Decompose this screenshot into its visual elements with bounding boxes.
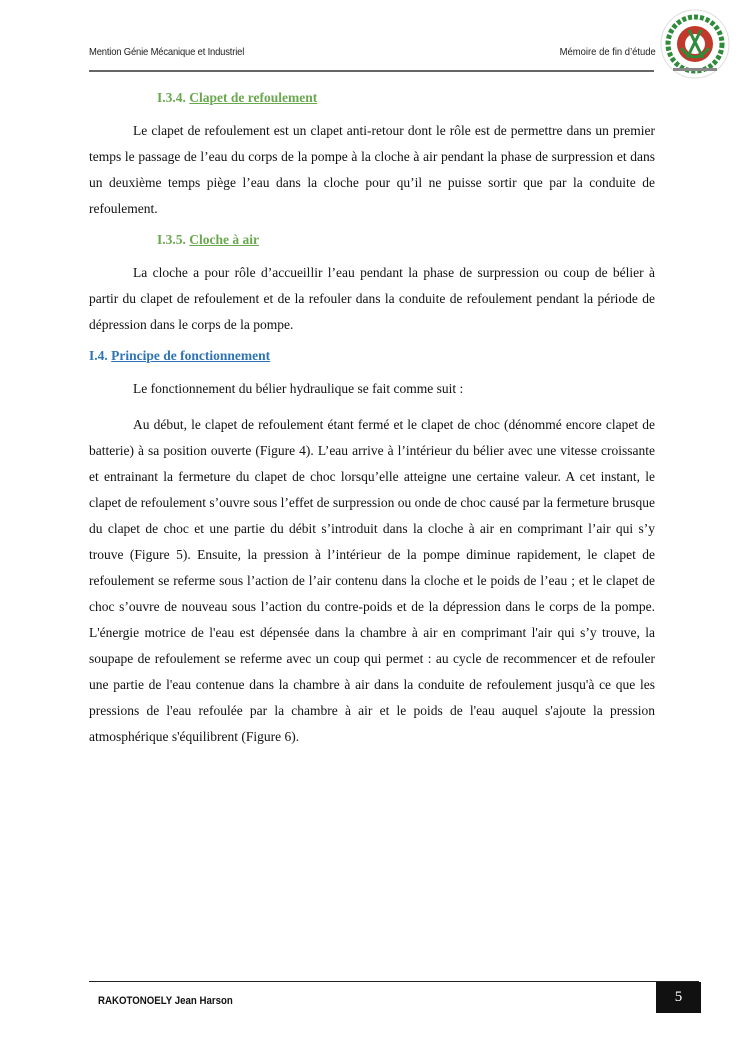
school-logo	[659, 8, 731, 80]
section-title: Principe de fonctionnement	[111, 348, 271, 363]
section-title: Clapet de refoulement	[189, 90, 318, 105]
header-right-text: Mémoire de fin d’étude	[559, 46, 656, 58]
section-heading-cloche	[157, 232, 655, 248]
section-title: Cloche à air	[189, 232, 260, 247]
page-content	[89, 84, 655, 760]
header-left-text: Mention Génie Mécanique et Industriel	[89, 46, 245, 58]
paragraph: Le fonctionnement du bélier hydraulique se fait comme suit :	[133, 381, 464, 396]
footer-rule	[89, 981, 699, 982]
section-heading-principe	[89, 348, 655, 364]
page-number: 5	[656, 982, 701, 1013]
paragraph: Le clapet de refoulement est un clapet anti-retour dont le rôle est de permettre dans un premier temps le passage de l’eau du corps de la pompe à la cloche à air pendant la phase de surpression et dans un deuxième temps piège l’eau dans la cloche pour qu’il ne puisse sortir que par la conduite de refoulement.	[89, 123, 655, 216]
paragraph: Au début, le clapet de refoulement étant fermé et le clapet de choc (dénommé encore clapet de batterie) à sa position ouverte (Figure 4). L’eau arrive à l’intérieur du bélier avec une vitesse croissante et entrainant la fermeture du clapet de choc lorsqu’elle atteigne une certaine valeur. A cet instant, le clapet de refoulement s’ouvre sous l’effet de surpression ou onde de choc causé par la fermeture brusque du clapet de choc et une partie du débit s’introduit dans la cloche à air en comprimant l’air qui s’y trouve (Figure 5). Ensuite, la pression à l’intérieur de la pompe diminue rapidement, le clapet de refoulement se referme sous l’action de l’air contenu dans la cloche et le poids de l’eau ; et le clapet de choc s’ouvre de nouveau sous l’action du contre-poids et de la dépression dans le corps de la pompe. L'énergie motrice de l'eau est dépensée dans la chambre à air en comprimant l'air qui s’y trouve, la soupape de refoulement se referme avec un coup qui permet : au cycle de recommencer et de refouler une partie de l'eau contenue dans la chambre à air dans la conduite de refoulement jusqu'à ce que les pressions de l'eau refoulée par la chambre à air et le poids de l'eau auquel s'ajoute la pression atmosphérique s'équilibrent (Figure 6).	[89, 417, 655, 744]
section-heading-clapet	[157, 90, 655, 106]
section-number: I.3.4.	[157, 90, 186, 105]
paragraph: La cloche a pour rôle d’accueillir l’eau pendant la phase de surpression ou coup de bélier à partir du clapet de refoulement et de la refouler dans la conduite de refoulement pendant la période de dépression dans le corps de la pompe.	[89, 265, 655, 332]
section-number: I.3.5.	[157, 232, 186, 247]
footer-author: RAKOTONOELY Jean Harson	[98, 995, 233, 1007]
section-number: I.4.	[89, 348, 108, 363]
header-rule	[89, 70, 654, 72]
